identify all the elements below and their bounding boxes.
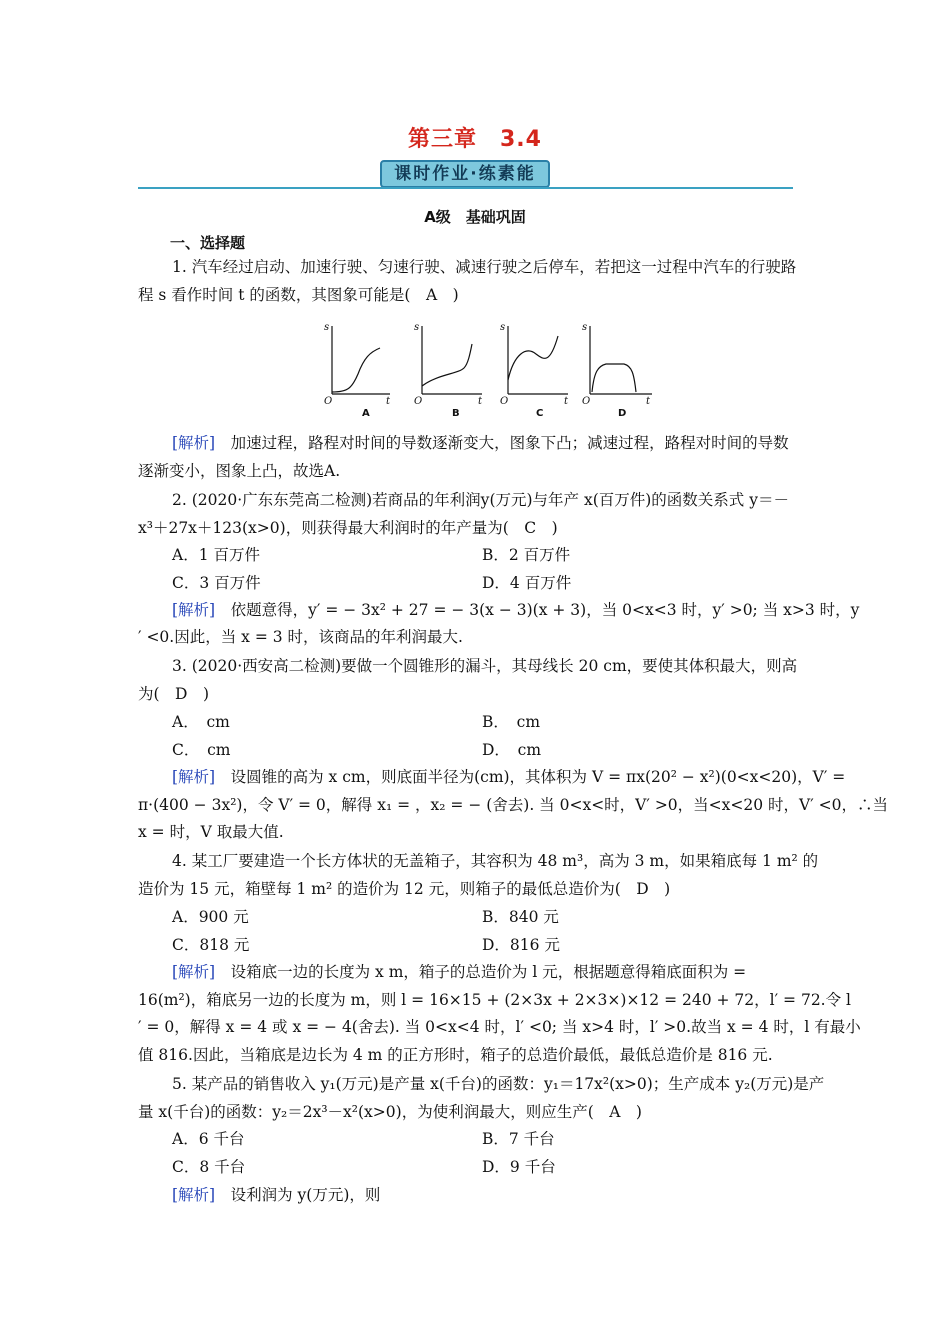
question-3-option-c: C． cm [172, 741, 231, 759]
chapter-title: 第三章 3.4 [408, 127, 542, 152]
origin-label-b: O [414, 396, 423, 407]
question-5-option-a: A．6 千台 [172, 1130, 245, 1148]
question-3-line-1: 3. (2020·西安高二检测)要做一个圆锥形的漏斗，其母线长 20 cm，要使其体积最大，则高 [172, 657, 798, 675]
question-4-option-a: A．900 元 [172, 908, 249, 926]
question-1-line-2: 程 s 看作时间 t 的函数，其图象可能是( A ) [138, 286, 459, 304]
question-2-option-c: C．3 百万件 [172, 574, 261, 592]
analysis-tag: [解析] [172, 601, 216, 619]
answer-3-line-1 [172, 766, 852, 788]
question-4-option-b: B．840 元 [482, 908, 559, 926]
answer-4-line-2: 16(m²)，箱底另一边的长度为 m，则 l = 16×15 + (2×3x + 2×3×)×12 = 240 + 72，l′ = 72.令 l [138, 991, 851, 1009]
origin-label-a: O [324, 396, 333, 407]
axis-s-label-b: s [414, 322, 420, 333]
axis-t-label-b: t [478, 396, 483, 407]
question-2-line-2: x³＋27x＋123(x>0)，则获得最大利润时的年产量为( C ) [138, 519, 558, 537]
question-5-option-c: C．8 千台 [172, 1158, 246, 1176]
graph-options-figure [318, 318, 658, 420]
question-5-line-2: 量 x(千台)的函数：y₂＝2x³－x²(x>0)，为使利润最大，则应生产( A ) [138, 1103, 642, 1121]
question-2-option-a: A．1 百万件 [172, 546, 260, 564]
question-3-line-2: 为( D ) [138, 685, 210, 703]
answer-5-line-1 [172, 1184, 852, 1206]
question-4-line-1: 4. 某工厂要建造一个长方体状的无盖箱子，其容积为 48 m³，高为 3 m，如果箱底每 1 m² 的 [172, 852, 819, 870]
graph-label-a: A [362, 408, 370, 419]
header-rule [138, 187, 793, 189]
analysis-tag: [解析] [172, 1186, 216, 1204]
answer-5-text-1: 设利润为 y(万元)，则 [215, 1186, 381, 1204]
axis-s-label-a: s [324, 322, 330, 333]
question-3-option-d: D． cm [482, 741, 542, 759]
homework-banner: 课时作业·练素能 [380, 160, 550, 188]
question-2-option-b: B．2 百万件 [482, 546, 571, 564]
answer-4-line-1 [172, 961, 852, 983]
answer-3-text-1: 设圆锥的高为 x cm，则底面半径为(cm)，其体积为 V = πx(20² − x²)(0<x<20)，V′ = [215, 768, 846, 786]
graph-label-c: C [536, 408, 544, 419]
graph-label-d: D [618, 408, 627, 419]
answer-1-line-2: 逐渐变小，图象上凸，故选A. [138, 462, 341, 480]
question-5-option-d: D．9 千台 [482, 1158, 556, 1176]
answer-2-line-1 [172, 599, 860, 621]
analysis-tag: [解析] [172, 434, 216, 452]
origin-label-c: O [500, 396, 509, 407]
question-4-option-c: C．818 元 [172, 936, 250, 954]
question-1-line-1: 1. 汽车经过启动、加速行驶、匀速行驶、减速行驶之后停车，若把这一过程中汽车的行驶路 [172, 258, 797, 276]
analysis-tag: [解析] [172, 768, 216, 786]
question-5-option-b: B．7 千台 [482, 1130, 555, 1148]
answer-2-text-1: 依题意得，y′ = − 3x² + 27 = − 3(x − 3)(x + 3)，当 0<x<3 时，y′ >0; 当 x>3 时，y [215, 601, 860, 619]
level-heading: A级 基础巩固 [424, 208, 526, 226]
answer-3-line-3: x = 时，V 取最大值. [138, 823, 284, 841]
question-2-line-1: 2. (2020·广东东莞高二检测)若商品的年利润y(万元)与年产 x(百万件)的函数关系式 y＝－ [172, 491, 789, 509]
section-heading: 一、选择题 [170, 234, 246, 252]
graph-label-b: B [452, 408, 460, 419]
answer-4-line-3: ′ = 0，解得 x = 4 或 x = − 4(舍去). 当 0<x<4 时，l′ <0; 当 x>4 时，l′ >0.故当 x = 4 时，l 有最小 [138, 1018, 861, 1036]
answer-2-line-2: ′ <0.因此，当 x = 3 时，该商品的年利润最大. [138, 628, 463, 646]
question-3-option-b: B． cm [482, 713, 541, 731]
answer-4-line-4: 值 816.因此，当箱底是边长为 4 m 的正方形时，箱子的总造价最低，最低总造价是 816 元. [138, 1046, 773, 1064]
analysis-tag: [解析] [172, 963, 216, 981]
axis-s-label-c: s [500, 322, 506, 333]
question-4-line-2: 造价为 15 元，箱壁每 1 m² 的造价为 12 元，则箱子的最低总造价为( D ) [138, 880, 671, 898]
axis-t-label-d: t [646, 396, 651, 407]
answer-1-text-1: 加速过程，路程对时间的导数逐渐变大，图象下凸；减速过程，路程对时间的导数 [215, 434, 789, 452]
answer-3-line-2: π·(400 − 3x²)，令 V′ = 0，解得 x₁ = ，x₂ = − (舍去). 当 0<x<时，V′ >0，当<x<20 时，V′ <0，∴当 [138, 796, 889, 814]
question-5-line-1: 5. 某产品的销售收入 y₁(万元)是产量 x(千台)的函数：y₁＝17x²(x>0)；生产成本 y₂(万元)是产 [172, 1075, 825, 1093]
question-2-option-d: D．4 百万件 [482, 574, 572, 592]
question-4-option-d: D．816 元 [482, 936, 560, 954]
answer-1-line-1 [172, 432, 852, 454]
axis-t-label-c: t [564, 396, 569, 407]
origin-label-d: O [582, 396, 591, 407]
axis-t-label-a: t [386, 396, 391, 407]
question-3-option-a: A． cm [172, 713, 230, 731]
axis-s-label-d: s [582, 322, 588, 333]
answer-4-text-1: 设箱底一边的长度为 x m，箱子的总造价为 l 元，根据题意得箱底面积为 = [215, 963, 747, 981]
